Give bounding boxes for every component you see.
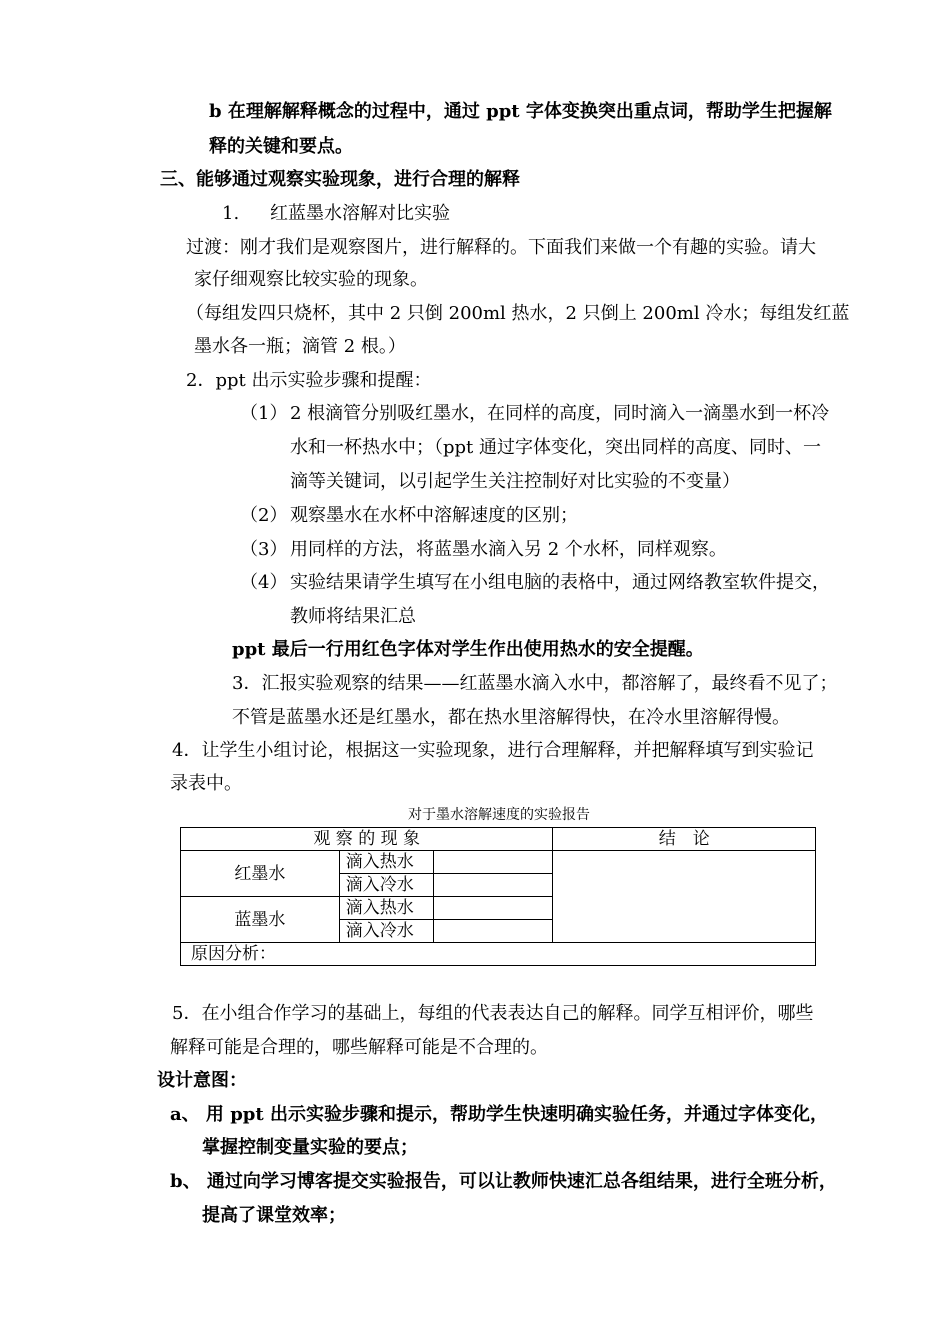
substep1-line1: 2 根滴管分别吸红墨水，在同样的高度，同时滴入一滴墨水到一杯冷 (290, 403, 830, 424)
intent-b-line2: 释的关键和要点。 (209, 136, 353, 157)
red-cold-result (433, 874, 553, 897)
substep1-line2: 水和一杯热水中；（ppt 通过字体变化，突出同样的高度、同时、一 (290, 437, 821, 458)
transition-line1: 过渡：刚才我们是观察图片，进行解释的。下面我们来做一个有趣的实验。请大 (186, 237, 816, 258)
blue-cold-result (433, 920, 553, 943)
analysis-cell: 原因分析： (181, 943, 816, 966)
substep4-number: （4） (240, 572, 288, 593)
substep4-line2: 教师将结果汇总 (290, 606, 416, 627)
substep2-number: （2） (240, 505, 288, 526)
substep3-line1: 用同样的方法，将蓝墨水滴入另 2 个水杯，同样观察。 (290, 539, 727, 560)
table-row (181, 943, 816, 966)
step5-line1: 5．在小组合作学习的基础上，每组的代表表达自己的解释。同学互相评价，哪些 (172, 1003, 814, 1024)
blue-hot-result (433, 897, 553, 920)
conclusion-cell (553, 851, 816, 943)
ppt-reminder: ppt 最后一行用红色字体对学生作出使用热水的安全提醒。 (232, 639, 704, 660)
transition-line2: 家仔细观察比较实验的现象。 (194, 269, 428, 290)
section-title: 三、能够通过观察实验现象，进行合理的解释 (160, 169, 520, 190)
header-conclusion: 结 论 (553, 828, 816, 851)
materials-line2: 墨水各一瓶；滴管 2 根。） (194, 336, 406, 357)
design-title: 设计意图： (157, 1070, 247, 1091)
step3-line2: 不管是蓝墨水还是红墨水，都在热水里溶解得快，在冷水里溶解得慢。 (232, 707, 790, 728)
step1-number: 1. (222, 203, 240, 224)
design-b-line2: 提高了课堂效率； (202, 1205, 346, 1226)
red-cold-label: 滴入冷水 (339, 874, 433, 897)
experiment-report-table (180, 827, 816, 966)
step1-title: 红蓝墨水溶解对比实验 (270, 203, 450, 224)
header-observe: 观 察 的 现 象 (181, 828, 553, 851)
materials-line1: （每组发四只烧杯，其中 2 只倒 200ml 热水，2 只倒上 200ml 冷水；每组发红蓝 (186, 303, 850, 324)
step3-line1: 3．汇报实验观察的结果——红蓝墨水滴入水中，都溶解了，最终看不见了； (232, 673, 838, 694)
table-row (181, 851, 816, 874)
table-caption: 对于墨水溶解速度的实验报告 (408, 807, 590, 823)
red-hot-label: 滴入热水 (339, 851, 433, 874)
step2-title: 2．ppt 出示实验步骤和提醒： (186, 370, 432, 391)
blue-ink-cell: 蓝墨水 (181, 897, 340, 943)
blue-cold-label: 滴入冷水 (339, 920, 433, 943)
substep4-line1: 实验结果请学生填写在小组电脑的表格中，通过网络教室软件提交， (290, 572, 830, 593)
substep1-line3: 滴等关键词，以引起学生关注控制好对比实验的不变量） (290, 471, 740, 492)
step4-line1: 4．让学生小组讨论，根据这一实验现象，进行合理解释，并把解释填写到实验记 (172, 740, 814, 761)
substep3-number: （3） (240, 539, 288, 560)
design-a-line2: 掌握控制变量实验的要点； (202, 1137, 418, 1158)
red-hot-result (433, 851, 553, 874)
design-b-line1: b、 通过向学习博客提交实验报告，可以让教师快速汇总各组结果，进行全班分析， (170, 1171, 837, 1192)
blue-hot-label: 滴入热水 (339, 897, 433, 920)
table-header-row (181, 828, 816, 851)
intent-b-line1: b 在理解解释概念的过程中，通过 ppt 字体变换突出重点词，帮助学生把握解 (209, 101, 832, 122)
step5-line2: 解释可能是合理的，哪些解释可能是不合理的。 (170, 1037, 548, 1058)
step4-line2: 录表中。 (170, 773, 242, 794)
red-ink-cell: 红墨水 (181, 851, 340, 897)
design-a-line1: a、 用 ppt 出示实验步骤和提示，帮助学生快速明确实验任务，并通过字体变化， (170, 1104, 828, 1125)
substep2-line1: 观察墨水在水杯中溶解速度的区别； (290, 505, 578, 526)
substep1-number: （1） (240, 403, 288, 424)
